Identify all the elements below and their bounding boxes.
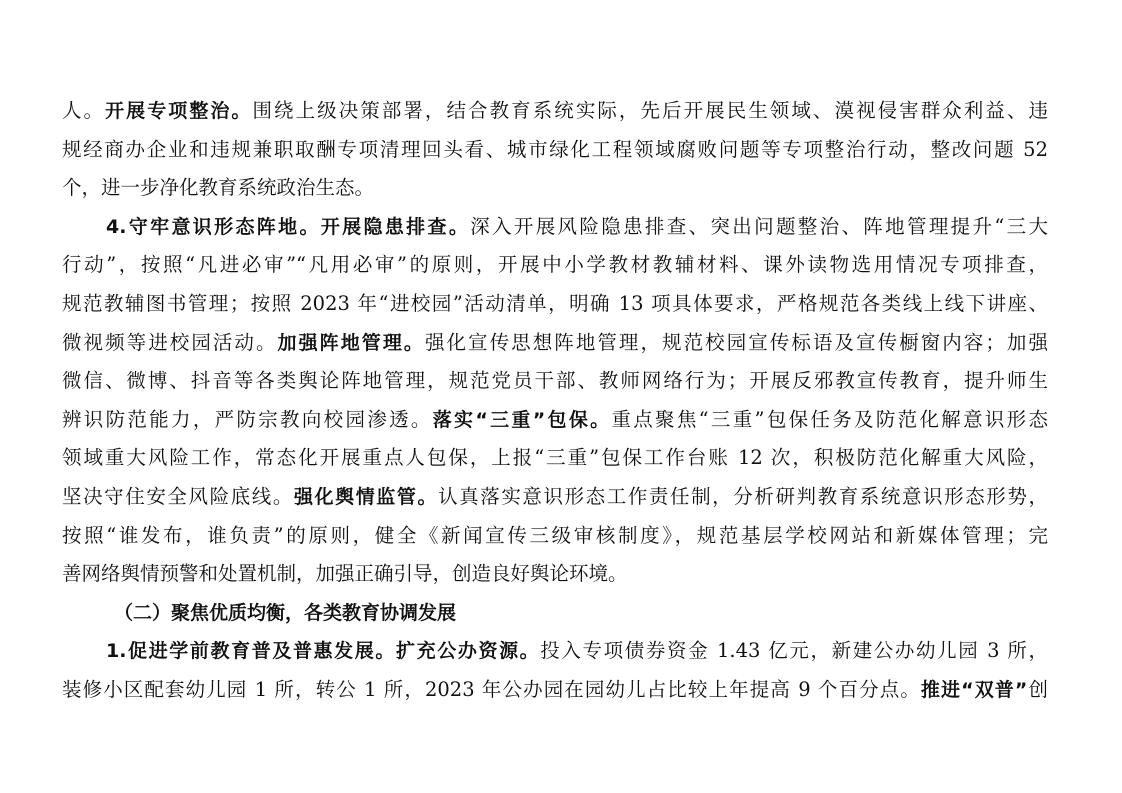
paragraph-line bbox=[62, 671, 1048, 710]
body-text: 人。 bbox=[62, 99, 106, 122]
section-heading bbox=[62, 594, 1048, 633]
body-text: 围绕上级决策部署，结合教育系统实际，先后开展民生领域、漠视侵害群众利益、违 bbox=[252, 99, 1048, 122]
paragraph-line bbox=[62, 208, 1048, 247]
body-text: 装修小区配套幼儿园 1 所，转公 1 所，2023 年公办园在园幼儿占比较上年提高 9 个百分点。 bbox=[62, 677, 921, 701]
bold-heading-text: 4.守牢意识形态阵地。开展隐患排查。 bbox=[106, 215, 471, 238]
paragraph-line bbox=[62, 169, 1048, 208]
body-text: 创 bbox=[1027, 677, 1048, 701]
paragraph-line bbox=[62, 478, 1048, 517]
body-text: 认真落实意识形态工作责任制，分析研判教育系统意识形态形势， bbox=[438, 484, 1048, 508]
body-text: 投入专项债券资金 1.43 亿元，新建公办幼儿园 3 所， bbox=[540, 639, 1048, 663]
bold-heading-text: 1.促进学前教育普及普惠发展。扩充公办资源。 bbox=[106, 640, 541, 663]
body-text: 微视频等进校园活动。 bbox=[62, 330, 278, 354]
bold-heading-text: 落实“三重”包保。 bbox=[432, 408, 612, 431]
body-text: 个，进一步净化教育系统政治生态。 bbox=[62, 176, 375, 200]
paragraph-line bbox=[62, 362, 1048, 401]
body-text: 规范教辅图书管理；按照 2023 年“进校园”活动清单，明确 13 项具体要求，严格规范各类线上线下讲座、 bbox=[62, 291, 1048, 315]
paragraph-line bbox=[62, 324, 1048, 363]
body-text: 规经商办企业和违规兼职取酬专项清理回头看、城市绿化工程领域腐败问题等专项整治行动，整改问题 52 bbox=[62, 137, 1048, 161]
body-text: 善网络舆情预警和处置机制，加强正确引导，创造良好舆论环境。 bbox=[62, 562, 628, 586]
bold-heading-text: 推进“双普” bbox=[920, 678, 1028, 701]
body-text: 强化宣传思想阵地管理，规范校园宣传标语及宣传橱窗内容；加强 bbox=[424, 330, 1048, 354]
paragraph-line bbox=[62, 632, 1048, 671]
paragraph-line bbox=[62, 92, 1048, 131]
paragraph-line bbox=[62, 555, 1048, 594]
bold-heading-text: （二）聚焦优质均衡，各类教育协调发展 bbox=[114, 601, 457, 624]
paragraph-line bbox=[62, 439, 1048, 478]
bold-heading-text: 强化舆情监管。 bbox=[293, 485, 439, 508]
paragraph-line bbox=[62, 285, 1048, 324]
body-text: 按照“谁发布，谁负责”的原则，健全《新闻宣传三级审核制度》，规范基层学校网站和新媒体管理；完 bbox=[62, 523, 1048, 547]
body-text: 辨识防范能力，严防宗教向校园渗透。 bbox=[62, 407, 433, 431]
body-text: 行动”，按照“凡进必审”“凡用必审”的原则，开展中小学教材教辅材料、课外读物选用情况专项排查， bbox=[62, 253, 1048, 277]
body-text: 深入开展风险隐患排查、突出问题整治、阵地管理提升“三大 bbox=[470, 214, 1048, 238]
body-text: 重点聚焦“三重”包保任务及防范化解意识形态 bbox=[611, 407, 1048, 431]
document-page bbox=[62, 92, 1062, 710]
body-text: 微信、微博、抖音等各类舆论阵地管理，规范党员干部、教师网络行为；开展反邪教宣传教育，提升师生 bbox=[62, 369, 1048, 393]
paragraph-line bbox=[62, 246, 1048, 285]
bold-heading-text: 加强阵地管理。 bbox=[277, 331, 425, 354]
paragraph-line bbox=[62, 517, 1048, 556]
paragraph-line bbox=[62, 401, 1048, 440]
body-text: 坚决守住安全风险底线。 bbox=[62, 484, 294, 508]
body-text: 领域重大风险工作，常态化开展重点人包保，上报“三重”包保工作台账 12 次，积极防范化解重大风险， bbox=[62, 446, 1048, 470]
paragraph-line bbox=[62, 131, 1048, 170]
bold-heading-text: 开展专项整治。 bbox=[105, 100, 253, 122]
